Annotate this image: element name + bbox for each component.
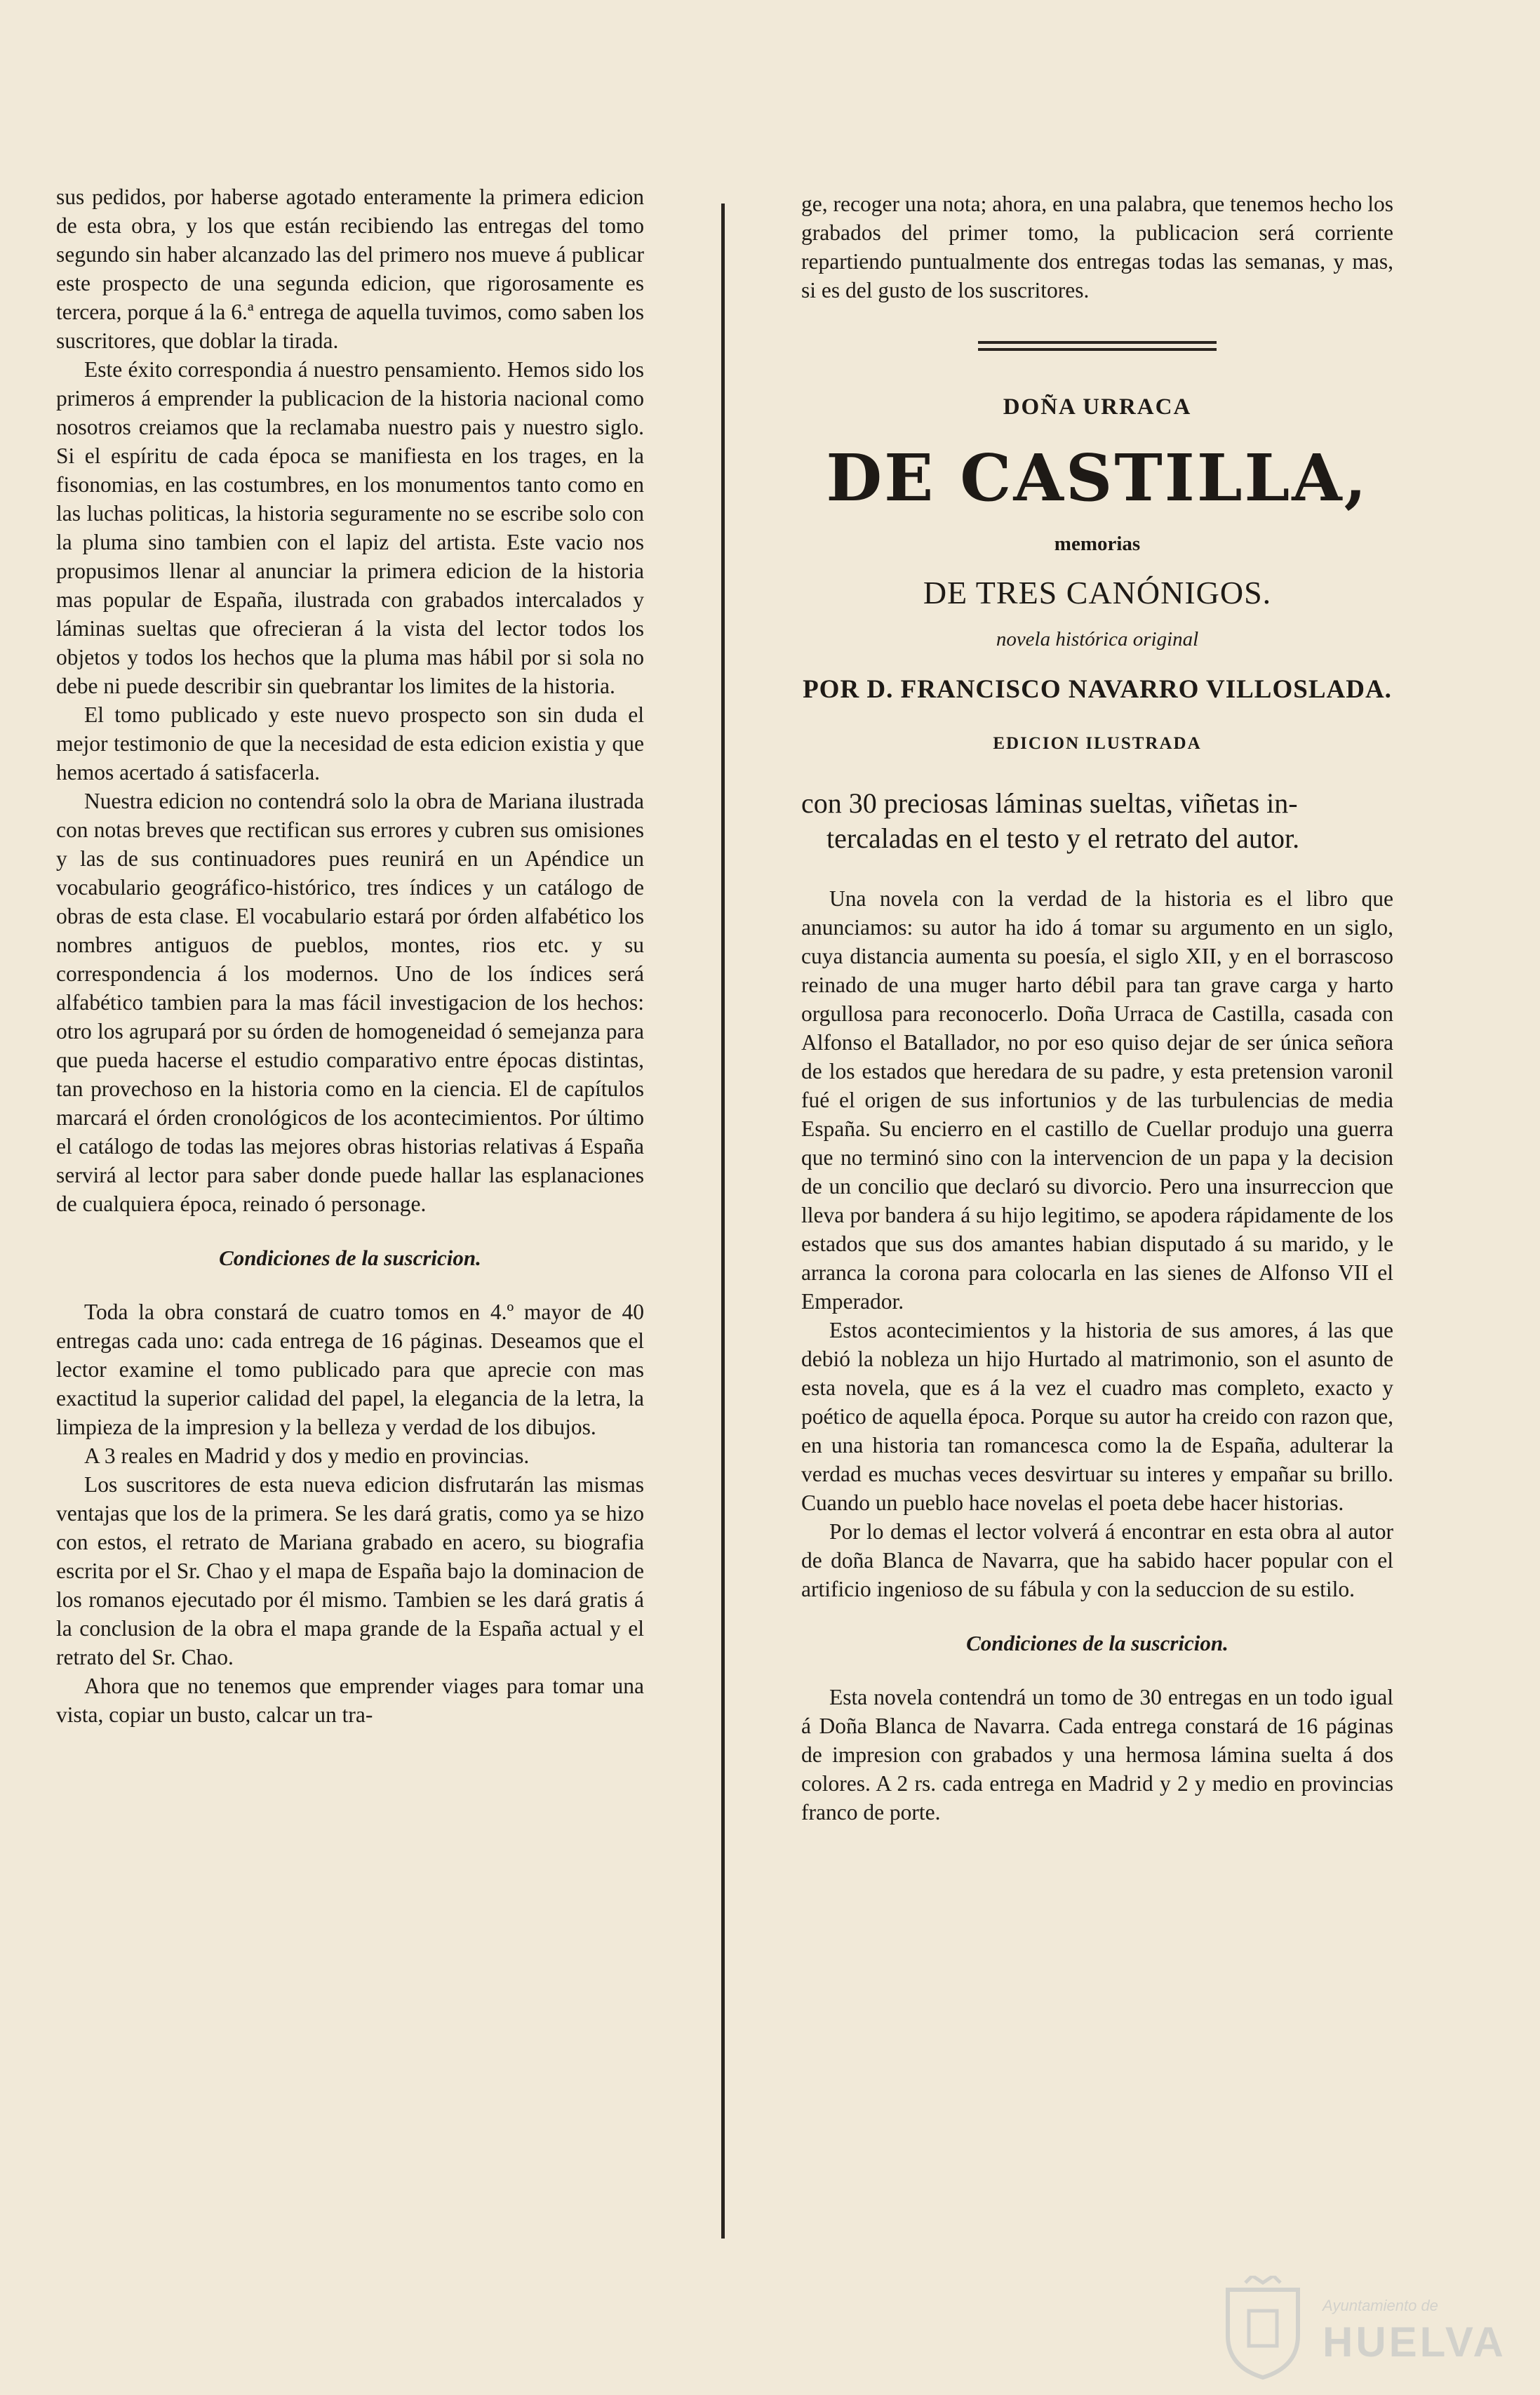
left-condition-3: Los suscritores de esta nueva edicion disfrutarán las mismas ventajas que los de la primera. Se les dará gratis, como ya se hizo con estos, el retrato de Mariana grabado en acero, su biografia escrita por el Sr. Chao y el mapa de España bajo la dominacion de los romanos ejecutado por él mismo. Tambien se les dará gratis á la conclusion de la obra el mapa grande de la España actual y el retrato del Sr. Chao. — [56, 1472, 644, 1669]
right-conditions-title: Condiciones de la suscricion. — [966, 1631, 1228, 1655]
watermark-big-text: HUELVA — [1323, 2319, 1506, 2366]
right-condition-1: Esta novela contendrá un tomo de 30 entregas en un todo igual á Doña Blanca de Navarra. Cada entrega constará de 16 páginas de impresion con grabados y una hermosa lámina suelta á dos colores. A 2 rs. cada entrega en Madrid y 2 y medio en provincias franco de porte. — [801, 1685, 1393, 1824]
right-top-paragraph: ge, recoger una nota; ahora, en una palabra, que tenemos hecho los grabados del primer tomo, la publicacion será corriente repartiendo puntualmente dos entregas todas las semanas, y mas, si es del gusto de los suscritores. — [801, 192, 1393, 302]
title-de-castilla: DE CASTILLA, — [826, 440, 1369, 516]
author-line: POR D. FRANCISCO NAVARRO VILLOSLADA. — [803, 675, 1392, 704]
laminas-announcement — [801, 786, 1393, 856]
left-paragraph-2: Este éxito correspondia á nuestro pensamiento. Hemos sido los primeros á emprender la publicacion de la historia nacional como nosotros creiamos que la reclamaba nuestro pais y nuestro siglo. Si el espíritu de cada época se manifiesta en los trages, en la fisonomias, en las costumbres, en los monumentos tanto como en las luchas politicas, la historia seguramente no se escribe solo con la pluma sino tambien con el lapiz del artista. Este vacio nos propusimos llenar al anunciar la primera edicion de la historia mas popular de España, ilustrada con grabados intercalados y láminas sueltas que ofrecieran á la vista del lector todos los objetos y todos los hechos que la pluma mas hábil por si sola no debe ni puede describir sin quebrantar los limites de la historia. — [56, 357, 644, 698]
watermark-small-text: Ayuntamiento de — [1323, 2297, 1438, 2314]
left-conditions-title: Condiciones de la suscricion. — [219, 1246, 481, 1270]
title-dona-urraca: DOÑA URRACA — [1003, 394, 1192, 420]
left-condition-4: Ahora que no tenemos que emprender viages para tomar una vista, copiar un busto, calcar un tra- — [56, 1674, 644, 1727]
subtitle-tres-canonigos: DE TRES CANÓNIGOS. — [923, 575, 1272, 611]
left-paragraph-3: El tomo publicado y este nuevo prospecto son sin duda el mejor testimonio de que la necesidad de esta edicion existia y que hemos acertado á satisfacerla. — [56, 702, 644, 785]
right-paragraph-2: Estos acontecimientos y la historia de sus amores, á las que debió la nobleza un hijo Hurtado al matrimonio, son el asunto de esta novela, que es á la vez el cuadro mas completo, exacto y poético de aquella época. Porque su autor ha creido con razon que, en una historia tan romancesca como la de España, adulterar la verdad es muchas veces desvirtuar su interes y empañar su brillo. Cuando un pueblo hace novelas el poeta debe hacer historias. — [801, 1318, 1393, 1515]
coat-of-arms-icon — [1217, 2276, 1308, 2381]
right-column — [801, 189, 1393, 1827]
left-condition-2: A 3 reales en Madrid y dos y medio en provincias. — [84, 1443, 530, 1468]
right-paragraph-3: Por lo demas el lector volverá á encontrar en esta obra al autor de doña Blanca de Navarra, que ha sabido hacer popular con el artificio ingenioso de su fábula y con la seduccion de su estilo. — [801, 1519, 1393, 1601]
edition-label: EDICION ILUSTRADA — [993, 734, 1202, 753]
subtitle-memorias: memorias — [1054, 533, 1141, 555]
laminas-line-1: con 30 preciosas láminas sueltas, viñetas in- — [801, 787, 1298, 819]
column-divider — [721, 204, 725, 2239]
right-paragraph-1: Una novela con la verdad de la historia es el libro que anunciamos: su autor ha ido á tomar su argumento en un siglo, cuya distancia aumenta su poesía, el siglo XII, y en el borrascoso reinado de una muger harto débil para tan grave carga y harto orgullosa para reconocerlo. Doña Urraca de Castilla, casada con Alfonso el Batallador, no por eso quiso dejar de ser única señora de los estados que heredara de su padre, y esta pretension varonil fué el origen de sus infortunios y de las turbulencias de media España. Su encierro en el castillo de Cuellar produjo una guerra que no terminó sino con la intervencion de un papa y la decision de un concilio que declaró su divorcio. Pero una insurreccion que lleva por bandera á su hijo legitimo, se apodera rápidamente de los estados que sus dos amantes habian disputado á su marido, y le arranca la corona para colocarla en las sienes de Alfonso VII el Emperador. — [801, 886, 1393, 1314]
left-column — [56, 182, 644, 1729]
left-condition-1: Toda la obra constará de cuatro tomos en 4.º mayor de 40 entregas cada uno: cada entrega de 16 páginas. Deseamos que el lector examine el tomo publicado para que aprecie con mas exactitud la superior calidad del papel, la elegancia de la letra, la limpieza de la impresion y la belleza y verdad de los dibujos. — [56, 1300, 644, 1439]
left-paragraph-1: sus pedidos, por haberse agotado enteramente la primera edicion de esta obra, y los que están recibiendo las entregas del tomo segundo sin haber alcanzado las del primero nos mueve á publicar este prospecto de una segunda edicion, que rigorosamente es tercera, porque á la 6.ª entrega de aquella tuvimos, como saben los suscritores, que doblar la tirada. — [56, 185, 644, 353]
watermark-seal — [1217, 2276, 1506, 2381]
subtitle-novela: novela histórica original — [996, 628, 1199, 651]
double-rule-divider — [978, 341, 1217, 351]
left-paragraph-4: Nuestra edicion no contendrá solo la obra de Mariana ilustrada con notas breves que rectifican sus errores y cubren sus omisiones y las de sus continuadores pues reunirá en un Apéndice un vocabulario geográfico-histórico, tres índices y un catálogo de obras de esta clase. El vocabulario estará por órden alfabético los nombres antiguos de pueblos, montes, rios etc. y su correspondencia á los modernos. Uno de los índices será alfabético tambien para la mas fácil investigacion de los hechos: otro los agrupará por su órden de homogeneidad ó semejanza para que pueda hacerse el estudio comparativo entre épocas distintas, tan provechoso en la historia como en la ciencia. El de capítulos marcará el órden cronológicos de los acontecimientos. Por último el catálogo de todas las mejores obras historias relativas á España servirá al lector para saber donde puede hallar las esplanaciones de cualquiera época, reinado ó personage. — [56, 789, 644, 1216]
laminas-line-2: tercaladas en el testo y el retrato del autor. — [826, 822, 1300, 854]
